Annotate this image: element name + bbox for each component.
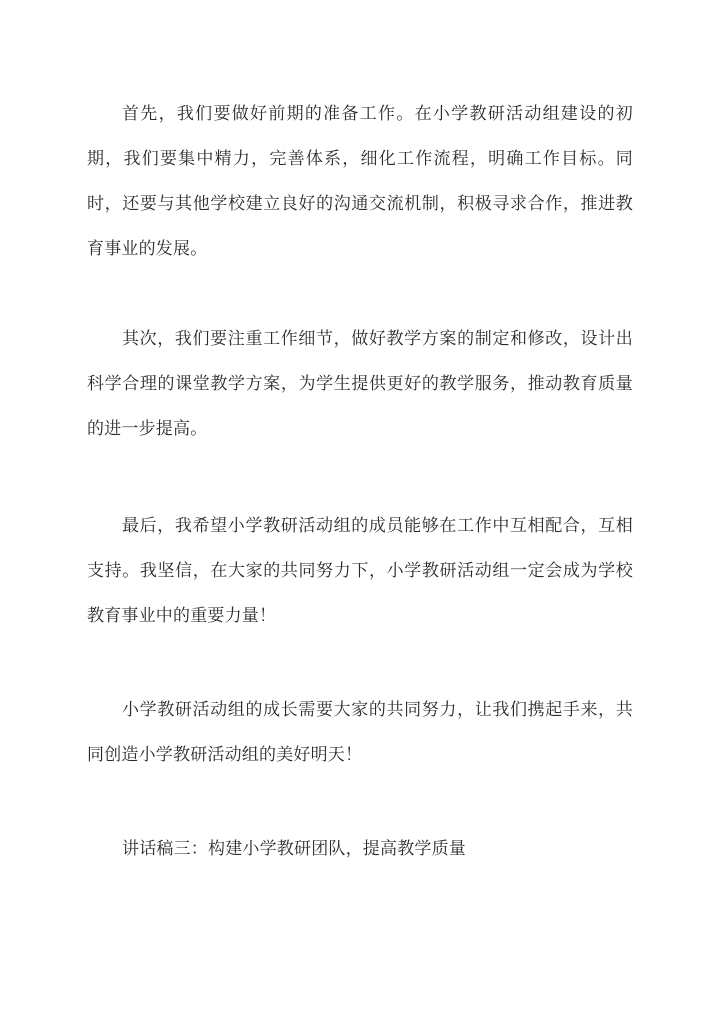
paragraph-preparation: 首先，我们要做好前期的准备工作。在小学教研活动组建设的初期，我们要集中精力，完善体系，细化工作流程，明确工作目标。同时，还要与其他学校建立良好的沟通交流机制，积极寻求合作，推进教育事业的发展。 [87,104,633,259]
paragraph-work-details: 其次，我们要注重工作细节，做好教学方案的制定和修改，设计出科学合理的课堂教学方案，为学生提供更好的教学服务，推动教育质量的进一步提高。 [87,329,633,439]
paragraph-closing: 小学教研活动组的成长需要大家的共同努力，让我们携起手来，共同创造小学教研活动组的美好明天！ [87,700,633,765]
speech-three-heading: 讲话稿三：构建小学教研团队，提高教学质量 [122,839,466,859]
paragraph-cooperation: 最后，我希望小学教研活动组的成员能够在工作中互相配合，互相支持。我坚信，在大家的共同努力下，小学教研活动组一定会成为学校教育事业中的重要力量！ [87,516,633,626]
